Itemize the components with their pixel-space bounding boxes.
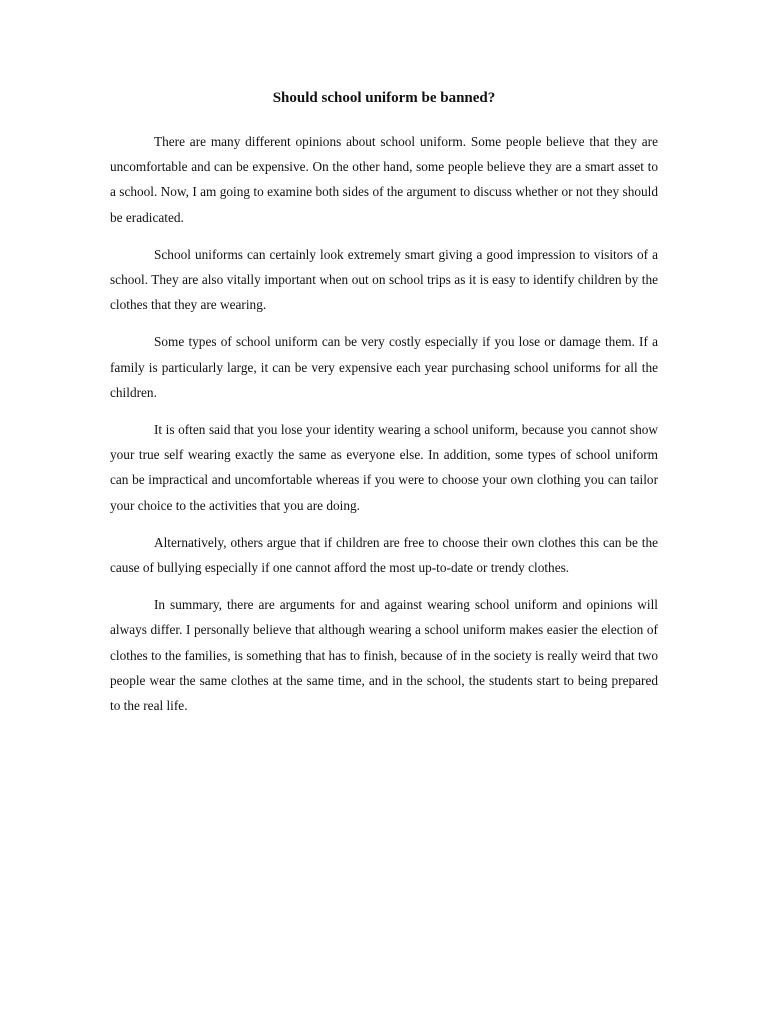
document-title: Should school uniform be banned? (272, 90, 496, 106)
document-body (110, 87, 658, 730)
paragraph-smart-appearance: School uniforms can certainly look extremely smart giving a good impression to visitors of a school. They are also vitally important when out on school trips as it is easy to identify children by the clothes that they are wearing. (110, 246, 658, 313)
paragraph-summary: In summary, there are arguments for and against wearing school uniform and opinions will always differ. I personally believe that although wearing a school uniform makes easier the election of clothes to the families, is something that has to finish, because of in the society is really weird that two people wear the same clothes at the same time, and in the school, the students start to being prepared to the real life. (110, 597, 658, 714)
paragraph-bullying: Alternatively, others argue that if children are free to choose their own clothes this can be the cause of bullying especially if one cannot afford the most up-to-date or trendy clothes. (110, 534, 658, 576)
paragraph-identity: It is often said that you lose your identity wearing a school uniform, because you cannot show your true self wearing exactly the same as everyone else. In addition, some types of school uniform can be impractical and uncomfortable whereas if you were to choose your own clothing you can tailor your choice to the activities that you are doing. (110, 422, 658, 513)
paragraph-cost: Some types of school uniform can be very costly especially if you lose or damage them. If a family is particularly large, it can be very expensive each year purchasing school uniforms for all the children. (110, 334, 658, 400)
paragraph-intro: There are many different opinions about school uniform. Some people believe that they are uncomfortable and can be expensive. On the other hand, some people believe they are a smart asset to a school. Now, I am going to examine both sides of the argument to discuss whether or not they should be eradicated. (110, 134, 658, 225)
